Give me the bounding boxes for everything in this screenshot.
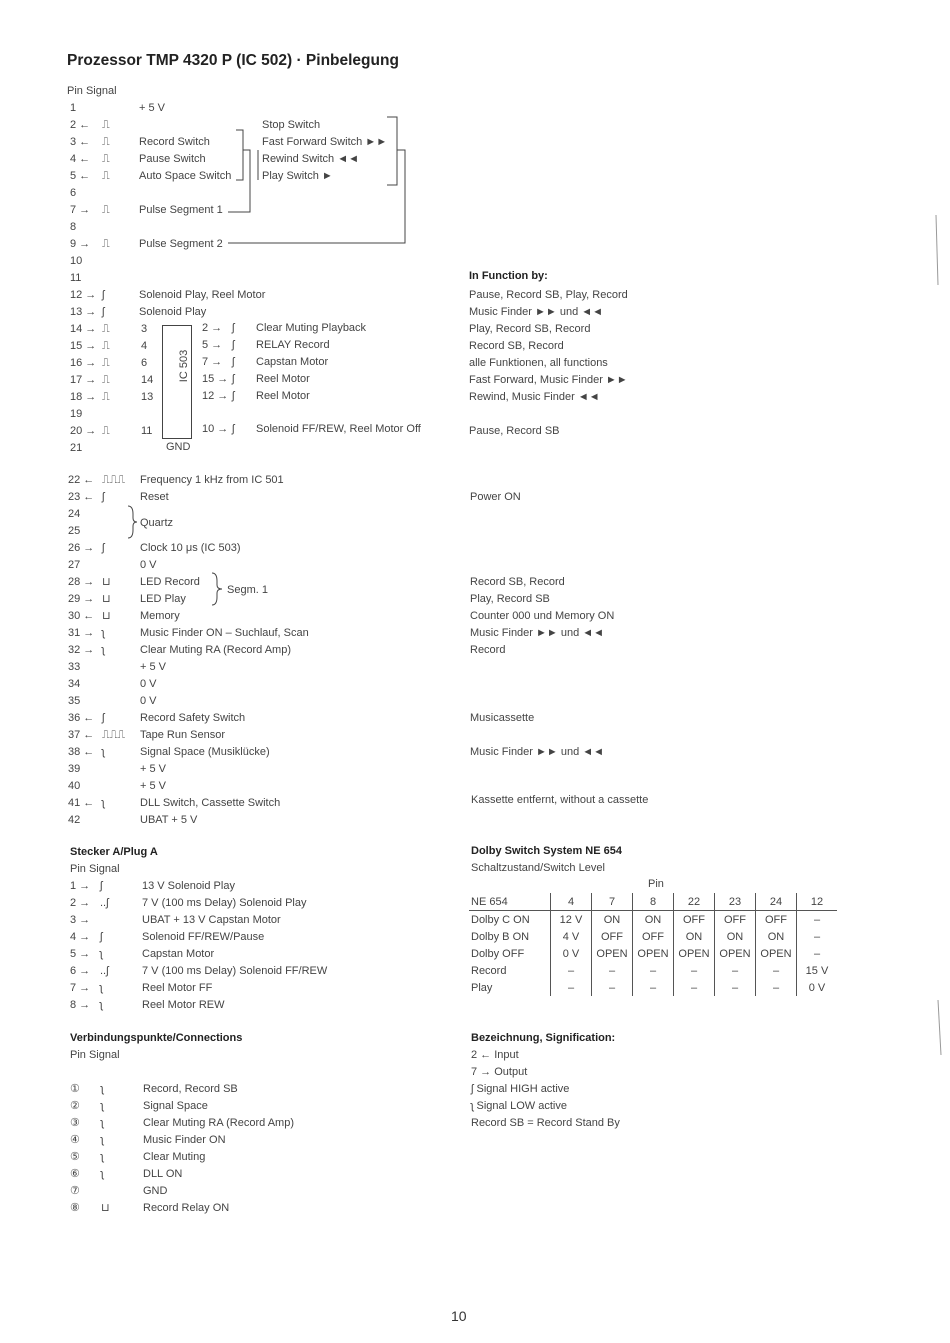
conn-signal: ʅ bbox=[101, 1117, 104, 1129]
dolby-cell: OPEN bbox=[715, 945, 756, 962]
ic-output-signal: ʃ bbox=[232, 390, 235, 402]
pin-signal: ⎍ bbox=[102, 340, 110, 352]
plug-pin: 8 → bbox=[70, 999, 91, 1011]
pin-header: Pin Signal bbox=[67, 85, 117, 97]
dolby-cell: – bbox=[715, 979, 756, 996]
conn-signal: ʅ bbox=[101, 1083, 104, 1095]
pin-description: Pulse Segment 2 bbox=[139, 238, 223, 250]
dolby-cell: – bbox=[551, 962, 592, 979]
pin-function: Record SB, Record bbox=[470, 576, 565, 588]
ic-output-pin: 10 → bbox=[202, 423, 229, 435]
pin-number: 6 bbox=[70, 187, 77, 199]
conn-description: GND bbox=[143, 1185, 168, 1197]
pin-signal: ʃ bbox=[102, 712, 105, 724]
pin-signal: ʃ bbox=[102, 542, 105, 554]
pin-signal: ʃ bbox=[102, 306, 105, 318]
pin-signal: ⊔ bbox=[102, 593, 111, 605]
plug-description: UBAT + 13 V Capstan Motor bbox=[142, 914, 281, 926]
pin-signal: ʃ bbox=[102, 289, 105, 301]
pin-description: Reset bbox=[140, 491, 169, 503]
dolby-cell: – bbox=[674, 962, 715, 979]
pin-number: 25 bbox=[68, 525, 81, 537]
dolby-cell: – bbox=[551, 979, 592, 996]
pin-description: 11 bbox=[141, 425, 153, 437]
pin-signal: ⎍ bbox=[102, 238, 110, 250]
legend-item: ʃ Signal HIGH active bbox=[471, 1083, 570, 1095]
dolby-cell: – bbox=[756, 962, 797, 979]
conn-signal: ʅ bbox=[101, 1100, 104, 1112]
pin-number: 28 → bbox=[68, 576, 95, 588]
dolby-cell: ON bbox=[756, 928, 797, 945]
dolby-cell: OFF bbox=[633, 928, 674, 945]
pin-description: Pulse Segment 1 bbox=[139, 204, 223, 216]
plug-signal: ʃ bbox=[100, 931, 103, 943]
segm-label: Segm. 1 bbox=[227, 584, 268, 596]
pin-number: 40 bbox=[68, 780, 81, 792]
pin-number: 19 bbox=[70, 408, 83, 420]
pin-description: Signal Space (Musiklücke) bbox=[140, 746, 270, 758]
pin-description: 3 bbox=[141, 323, 148, 335]
pin-description: LED Play bbox=[140, 593, 186, 605]
dolby-cell: – bbox=[633, 962, 674, 979]
pin-description: 0 V bbox=[140, 678, 157, 690]
pin-description: DLL Switch, Cassette Switch bbox=[140, 797, 281, 809]
dolby-cell: 7 bbox=[592, 893, 633, 911]
pin-number: 42 bbox=[68, 814, 81, 826]
pin-number: 39 bbox=[68, 763, 81, 775]
switch-label: Rewind Switch ◄◄ bbox=[262, 153, 359, 165]
pin-function: Fast Forward, Music Finder ►► bbox=[469, 374, 628, 386]
pin-description: Frequency 1 kHz from IC 501 bbox=[140, 474, 284, 486]
legend-item: Record SB = Record Stand By bbox=[471, 1117, 620, 1129]
conn-description: Signal Space bbox=[143, 1100, 208, 1112]
pin-function: Music Finder ►► und ◄◄ bbox=[470, 746, 605, 758]
pin-function: Rewind, Music Finder ◄◄ bbox=[469, 391, 600, 403]
pin-function: Record SB, Record bbox=[469, 340, 564, 352]
pin-number: 4 ← bbox=[70, 153, 91, 165]
conn-description: Music Finder ON bbox=[143, 1134, 226, 1146]
dolby-cell: 4 bbox=[551, 893, 592, 911]
page-number: 10 bbox=[451, 1308, 467, 1324]
conn-point: ③ bbox=[70, 1117, 80, 1129]
pin-description: 13 bbox=[141, 391, 154, 403]
pin-number: 35 bbox=[68, 695, 81, 707]
pin-signal: ⎍ bbox=[102, 170, 110, 182]
pin-number: 13 → bbox=[70, 306, 97, 318]
pin-signal: ʃ bbox=[102, 491, 105, 503]
conn-description: Clear Muting bbox=[143, 1151, 206, 1163]
conn-description: Record Relay ON bbox=[143, 1202, 230, 1214]
dolby-cell: – bbox=[633, 979, 674, 996]
plug-pin: 5 → bbox=[70, 948, 91, 960]
pin-description: Clear Muting RA (Record Amp) bbox=[140, 644, 291, 656]
plug-description: 13 V Solenoid Play bbox=[142, 880, 235, 892]
pin-number: 27 bbox=[68, 559, 81, 571]
dolby-cell: ON bbox=[592, 911, 633, 929]
ic-output-signal: ʃ bbox=[232, 322, 235, 334]
plug-pin: 7 → bbox=[70, 982, 91, 994]
plug-description: Capstan Motor bbox=[142, 948, 215, 960]
pin-number: 1 bbox=[70, 102, 77, 114]
function-header: In Function by: bbox=[469, 270, 548, 282]
pin-number: 37 ← bbox=[68, 729, 95, 741]
ic-output-signal: ʃ bbox=[232, 356, 235, 368]
dolby-cell: – bbox=[797, 945, 838, 962]
switch-label: Stop Switch bbox=[262, 119, 321, 131]
dolby-cell: 15 V bbox=[797, 962, 838, 979]
pin-description: + 5 V bbox=[139, 102, 165, 114]
conn-point: ⑦ bbox=[70, 1185, 80, 1197]
pin-description: LED Record bbox=[140, 576, 200, 588]
dolby-cell: 22 bbox=[674, 893, 715, 911]
dolby-cell: – bbox=[797, 911, 838, 929]
dolby-cell: OPEN bbox=[592, 945, 633, 962]
dolby-cell: 23 bbox=[715, 893, 756, 911]
pin-number: 17 → bbox=[70, 374, 97, 386]
dolby-row-label: Dolby B ON bbox=[471, 930, 530, 943]
dolby-cell: – bbox=[592, 962, 633, 979]
pin-number: 41 ← bbox=[68, 797, 95, 809]
dolby-cell: OFF bbox=[715, 911, 756, 929]
quartz-label: Quartz bbox=[140, 517, 174, 529]
dolby-cell: 24 bbox=[756, 893, 797, 911]
pin-number: 24 bbox=[68, 508, 81, 520]
pin-description: Pause Switch bbox=[139, 153, 206, 165]
dolby-cell: OPEN bbox=[756, 945, 797, 962]
dolby-cell: – bbox=[674, 979, 715, 996]
pin-description: Solenoid Play bbox=[139, 306, 207, 318]
pin-number: 29 → bbox=[68, 593, 95, 605]
pin-number: 20 → bbox=[70, 425, 97, 437]
dolby-cell: OFF bbox=[756, 911, 797, 929]
dolby-cell: OFF bbox=[592, 928, 633, 945]
pin-number: 7 → bbox=[70, 204, 91, 216]
pin-signal: ⎍⎍⎍ bbox=[102, 474, 126, 486]
conn-point: ⑧ bbox=[70, 1202, 80, 1214]
conn-description: Record, Record SB bbox=[143, 1083, 238, 1095]
dolby-row-label: Record bbox=[471, 964, 507, 977]
plug-signal: ʅ bbox=[100, 982, 103, 994]
conn-point: ① bbox=[70, 1083, 80, 1095]
dolby-row-label: Play bbox=[471, 981, 493, 994]
dolby-row-label: NE 654 bbox=[469, 893, 551, 911]
pin-signal: ⎍ bbox=[102, 136, 110, 148]
pin-number: 10 bbox=[70, 255, 83, 267]
ic-output-description: Clear Muting Playback bbox=[256, 322, 367, 334]
pin-number: 9 → bbox=[70, 238, 91, 250]
pin-description: 0 V bbox=[140, 559, 157, 571]
conn-description: DLL ON bbox=[143, 1168, 183, 1180]
legend-item: 2 ← Input bbox=[471, 1049, 519, 1061]
pin-number: 3 ← bbox=[70, 136, 91, 148]
pin-number: 26 → bbox=[68, 542, 95, 554]
pin-signal: ʅ bbox=[102, 644, 105, 656]
pin-description: + 5 V bbox=[140, 661, 166, 673]
pin-number: 18 → bbox=[70, 391, 97, 403]
dolby-subtitle: Schaltzustand/Switch Level bbox=[471, 862, 605, 874]
dolby-row-label: Dolby C ON bbox=[471, 913, 530, 926]
dolby-cell: 12 V bbox=[551, 911, 592, 929]
ic-output-pin: 7 → bbox=[202, 356, 223, 368]
pin-number: 30 ← bbox=[68, 610, 95, 622]
pin-number: 16 → bbox=[70, 357, 97, 369]
pin-signal: ⊔ bbox=[102, 610, 111, 622]
pin-signal: ⎍ bbox=[102, 119, 110, 131]
pin-number: 33 bbox=[68, 661, 81, 673]
pin-description: + 5 V bbox=[140, 780, 166, 792]
ic-output-signal: ʃ bbox=[232, 423, 235, 435]
dolby-cell: 12 bbox=[797, 893, 838, 911]
plug-description: Reel Motor REW bbox=[142, 999, 225, 1011]
pin-signal: ʅ bbox=[102, 797, 105, 809]
pin-number: 34 bbox=[68, 678, 81, 690]
pin-description: 4 bbox=[141, 340, 148, 352]
pin-signal: ⎍ bbox=[102, 374, 110, 386]
dolby-cell: – bbox=[592, 979, 633, 996]
conn-signal: ʅ bbox=[101, 1168, 104, 1180]
pin-function: Play, Record SB, Record bbox=[469, 323, 591, 335]
dolby-cell: – bbox=[715, 962, 756, 979]
pin-number: 36 ← bbox=[68, 712, 95, 724]
pin-number: 23 ← bbox=[68, 491, 95, 503]
plug-header: Pin Signal bbox=[70, 863, 120, 875]
dolby-cell: OPEN bbox=[633, 945, 674, 962]
pin-description: Tape Run Sensor bbox=[140, 729, 225, 741]
dolby-cell: 8 bbox=[633, 893, 674, 911]
plug-pin: 3 → bbox=[70, 914, 91, 926]
plug-signal: ʅ bbox=[100, 999, 103, 1011]
pin-signal: ⎍ bbox=[102, 357, 110, 369]
ic-output-description: RELAY Record bbox=[256, 339, 330, 351]
ic503-label: IC 503 bbox=[178, 349, 191, 383]
pin-signal: ⎍ bbox=[102, 153, 110, 165]
pin-signal: ʅ bbox=[102, 627, 105, 639]
pin-description: Record Safety Switch bbox=[140, 712, 246, 724]
pin-number: 5 ← bbox=[70, 170, 91, 182]
pin-function: Power ON bbox=[470, 491, 521, 503]
dolby-cell: OFF bbox=[674, 911, 715, 929]
pin-number: 2 ← bbox=[70, 119, 91, 131]
ic-output-description: Reel Motor bbox=[256, 390, 310, 402]
pin-number: 38 ← bbox=[68, 746, 95, 758]
pin-number: 12 → bbox=[70, 289, 97, 301]
dolby-cell: ON bbox=[633, 911, 674, 929]
pin-description: UBAT + 5 V bbox=[140, 814, 198, 826]
dolby-cell: ON bbox=[674, 928, 715, 945]
pin-number: 8 bbox=[70, 221, 77, 233]
plug-description: 7 V (100 ms Delay) Solenoid FF/REW bbox=[142, 965, 328, 977]
dolby-cell: ON bbox=[715, 928, 756, 945]
pin-function: Record bbox=[470, 644, 506, 656]
dolby-cell: 4 V bbox=[551, 928, 592, 945]
dolby-row-label: Dolby OFF bbox=[471, 947, 525, 960]
kassette-note: Kassette entfernt, without a cassette bbox=[471, 794, 649, 806]
pin-signal: ⊔ bbox=[102, 576, 111, 588]
pin-signal: ʅ bbox=[102, 746, 105, 758]
switch-label: Fast Forward Switch ►► bbox=[262, 136, 388, 148]
conn-point: ⑥ bbox=[70, 1168, 80, 1180]
ic-output-pin: 5 → bbox=[202, 339, 223, 351]
conn-point: ② bbox=[70, 1100, 80, 1112]
pin-signal: ⎍ bbox=[102, 425, 110, 437]
conn-header: Pin Signal bbox=[70, 1049, 120, 1061]
dolby-cell: – bbox=[797, 928, 838, 945]
ic-output-description: Solenoid FF/REW, Reel Motor Off bbox=[256, 423, 421, 435]
conn-point: ⑤ bbox=[70, 1151, 80, 1163]
plug-pin: 2 → bbox=[70, 897, 91, 909]
ic-output-description: Reel Motor bbox=[256, 373, 310, 385]
ic-output-pin: 12 → bbox=[202, 390, 229, 402]
conn-point: ④ bbox=[70, 1134, 80, 1146]
dolby-pin-label: Pin bbox=[648, 878, 664, 890]
plug-pin: 4 → bbox=[70, 931, 91, 943]
pin-function: Play, Record SB bbox=[470, 593, 550, 605]
plug-signal: ʃ bbox=[100, 880, 103, 892]
pin-description: 0 V bbox=[140, 695, 157, 707]
pin-signal: ⎍⎍⎍ bbox=[102, 729, 126, 741]
plug-description: Solenoid FF/REW/Pause bbox=[142, 931, 265, 943]
pin-description: 6 bbox=[141, 357, 148, 369]
legend-item: ʅ Signal LOW active bbox=[471, 1100, 567, 1112]
pin-description: Record Switch bbox=[139, 136, 210, 148]
page-title: Prozessor TMP 4320 P (IC 502) · Pinbelegung bbox=[67, 52, 399, 69]
pin-number: 14 → bbox=[70, 323, 97, 335]
pin-description: Auto Space Switch bbox=[139, 170, 232, 182]
pin-function: alle Funktionen, all functions bbox=[469, 357, 608, 369]
pin-number: 22 ← bbox=[68, 474, 95, 486]
pin-description: 14 bbox=[141, 374, 154, 386]
ic-output-description: Capstan Motor bbox=[256, 356, 329, 368]
legend-title: Bezeichnung, Signification: bbox=[471, 1032, 616, 1044]
pin-description: Solenoid Play, Reel Motor bbox=[139, 289, 266, 301]
conn-description: Clear Muting RA (Record Amp) bbox=[143, 1117, 294, 1129]
plug-signal: ..ʃ bbox=[100, 897, 109, 909]
switch-label: Play Switch ► bbox=[262, 170, 333, 182]
pin-signal: ⎍ bbox=[102, 391, 110, 403]
pin-function: Musicassette bbox=[470, 712, 535, 724]
dolby-title: Dolby Switch System NE 654 bbox=[471, 845, 622, 857]
dolby-cell: – bbox=[756, 979, 797, 996]
plug-signal: ..ʃ bbox=[100, 965, 109, 977]
plug-pin: 1 → bbox=[70, 880, 91, 892]
pin-number: 32 → bbox=[68, 644, 95, 656]
plug-signal: ʅ bbox=[100, 948, 103, 960]
pin-number: 11 bbox=[70, 272, 82, 284]
plug-description: 7 V (100 ms Delay) Solenoid Play bbox=[142, 897, 307, 909]
pin-function: Counter 000 und Memory ON bbox=[470, 610, 615, 622]
plug-description: Reel Motor FF bbox=[142, 982, 213, 994]
conn-signal: ⊔ bbox=[101, 1202, 110, 1214]
pin-description: Music Finder ON – Suchlauf, Scan bbox=[140, 627, 309, 639]
pin-number: 21 bbox=[70, 442, 83, 454]
pin-function: Music Finder ►► und ◄◄ bbox=[469, 306, 604, 318]
plug-pin: 6 → bbox=[70, 965, 91, 977]
pin-signal: ⎍ bbox=[102, 323, 110, 335]
pin-description: GND bbox=[166, 441, 191, 453]
legend-item: 7 → Output bbox=[471, 1066, 528, 1078]
pin-description: Clock 10 μs (IC 503) bbox=[140, 542, 241, 554]
conn-title: Verbindungspunkte/Connections bbox=[70, 1032, 243, 1044]
conn-signal: ʅ bbox=[101, 1134, 104, 1146]
plug-title: Stecker A/Plug A bbox=[70, 846, 158, 858]
pin-function: Music Finder ►► und ◄◄ bbox=[470, 627, 605, 639]
pin-description: + 5 V bbox=[140, 763, 166, 775]
pin-description: Memory bbox=[140, 610, 180, 622]
dolby-cell: 0 V bbox=[797, 979, 838, 996]
pin-function: Pause, Record SB bbox=[469, 425, 560, 437]
ic-output-pin: 15 → bbox=[202, 373, 229, 385]
ic-output-pin: 2 → bbox=[202, 322, 223, 334]
ic-output-signal: ʃ bbox=[232, 373, 235, 385]
pin-number: 15 → bbox=[70, 340, 97, 352]
ic-output-signal: ʃ bbox=[232, 339, 235, 351]
dolby-cell: 0 V bbox=[551, 945, 592, 962]
conn-signal: ʅ bbox=[101, 1151, 104, 1163]
pin-number: 31 → bbox=[68, 627, 95, 639]
dolby-cell: OPEN bbox=[674, 945, 715, 962]
pin-function: Pause, Record SB, Play, Record bbox=[469, 289, 628, 301]
pin-signal: ⎍ bbox=[102, 204, 110, 216]
